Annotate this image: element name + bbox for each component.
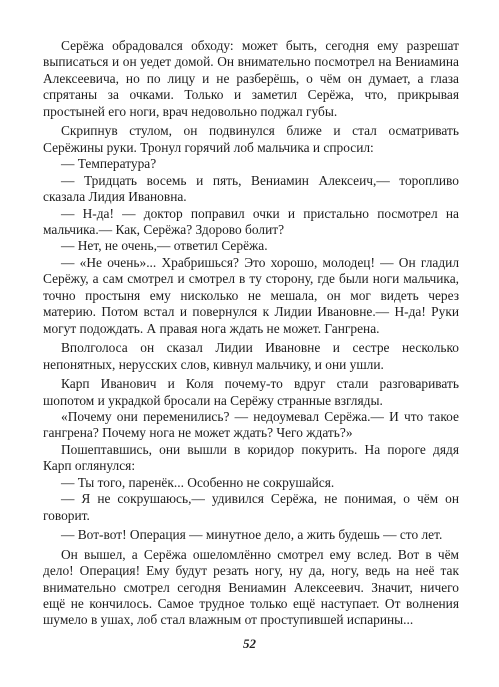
paragraph: Карп Иванович и Коля почему-то вдруг стали разговаривать шопотом и украдкой бросали на Серёжу странные взгляды. xyxy=(43,376,459,408)
paragraph: — Вот-вот! Операция — минутное дело, а жить будешь — сто лет. xyxy=(61,527,443,543)
paragraph: — Температура? xyxy=(61,156,157,172)
paragraph: — Ты того, паренёк... Особенно не сокрушайся. xyxy=(61,474,335,490)
paragraph: — «Не очень»... Храбришься? Это хорошо, молодец! — Он гладил Серёжу, а сам смотрел и смотрел в ту сторону, где были ноги мальчика, точно простыня ему нисколько не мешала, он мог видеть через материю. Потом встал и повернулся к Лидии Ивановне.— Н-да! Руки могут подождать. А правая нога ждать не может. Гангрена. xyxy=(43,254,459,336)
paragraph: — Н-да! — доктор поправил очки и пристально посмотрел на мальчика.— Как, Серёжа? Здорово болит? xyxy=(43,205,459,237)
paragraph: — Тридцать восемь и пять, Вениамин Алексеич,— торопливо сказала Лидия Ивановна. xyxy=(43,172,459,205)
page-number: 52 xyxy=(243,636,256,651)
paragraph: — Я не сокрушаюсь,— удивился Серёжа, не понимая, о чём он говорит. xyxy=(43,491,459,523)
paragraph: — Нет, не очень,— ответил Серёжа. xyxy=(61,238,268,254)
paragraph: Вполголоса он сказал Лидии Ивановне и сестре несколько непонятных, нерусских слов, кивнул мальчику, и они ушли. xyxy=(43,340,459,372)
paragraph: Скрипнув стулом, он подвинулся ближе и стал осматривать Серёжины руки. Тронул горячий лоб мальчика и спросил: xyxy=(43,123,459,155)
body-text xyxy=(43,38,459,629)
paragraph: Пошептавшись, они вышли в коридор покурить. На пороге дядя Карп оглянулся: xyxy=(43,441,459,474)
paragraph: Серёжа обрадовался обходу: может быть, сегодня ему разрешат выписаться и он уедет домой. Он внимательно посмотрел на Вениамина Алексеевича, но по лицу и не разберёшь, о чём он думает, а глаза спрятаны за очками. Только и заметил Серёжа, что, прикрывая простыней его ноги, врач недовольно поджал губы. xyxy=(43,38,459,119)
paragraph: «Почему они переменились? — недоумевал Серёжа.— И что такое гангрена? Почему нога не может ждать? Чего ждать?» xyxy=(43,408,459,441)
paragraph: Он вышел, а Серёжа ошеломлённо смотрел ему вслед. Вот в чём дело! Операция! Ему будут резать ногу, ну да, ногу, ведь на неё так внимательно смотрел сегодня Вениамин Алексеевич. Значит, ничего ещё не кончилось. Самое трудное только ещё наступает. От волнения шумело в ушах, лоб стал влажным от проступившей испарины... xyxy=(43,546,459,628)
